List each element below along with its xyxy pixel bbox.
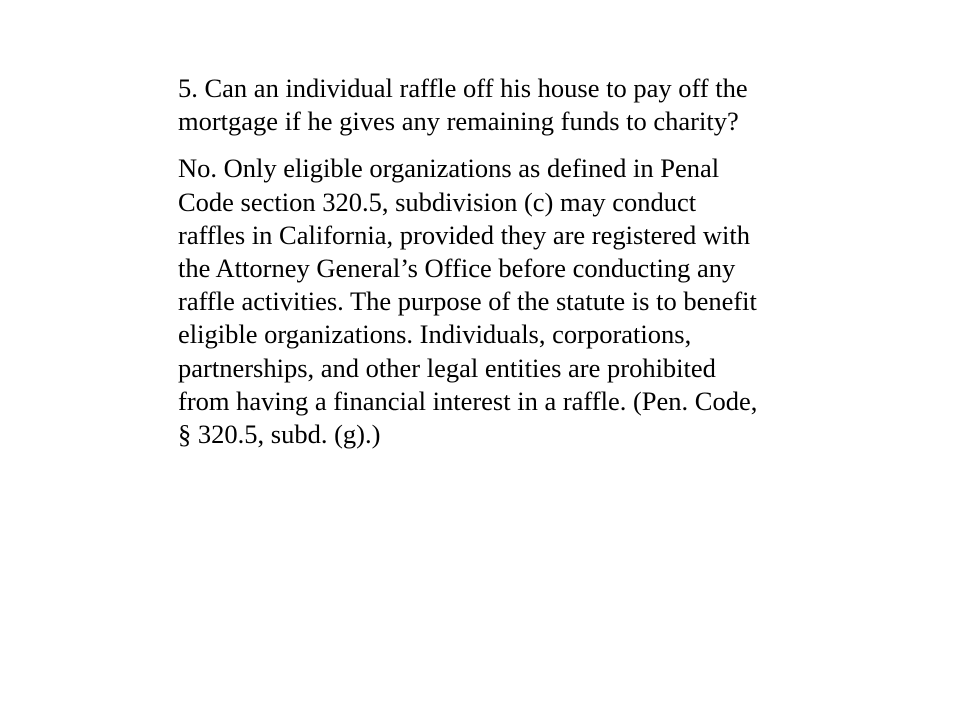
answer-line: from having a financial interest in a raffle. (Pen. Code, xyxy=(178,385,758,416)
answer-line: Code section 320.5, subdivision (c) may conduct xyxy=(178,186,697,217)
answer-line: § 320.5, subd. (g).) xyxy=(178,419,381,450)
answer-line: raffles in California, provided they are registered with xyxy=(178,219,751,250)
answer-line: raffle activities. The purpose of the statute is to benefit xyxy=(178,286,757,317)
answer-paragraph xyxy=(178,152,878,451)
question-line: mortgage if he gives any remaining funds to charity? xyxy=(178,106,739,137)
answer-line: No. Only eligible organizations as defined in Penal xyxy=(178,153,720,184)
answer-line: the Attorney General’s Office before conducting any xyxy=(178,253,736,284)
answer-line: partnerships, and other legal entities are prohibited xyxy=(178,352,716,383)
answer-line: eligible organizations. Individuals, corporations, xyxy=(178,319,692,350)
question-paragraph xyxy=(178,72,878,138)
question-line: 5. Can an individual raffle off his house to pay off the xyxy=(178,73,748,103)
slide-text-block xyxy=(178,72,878,451)
